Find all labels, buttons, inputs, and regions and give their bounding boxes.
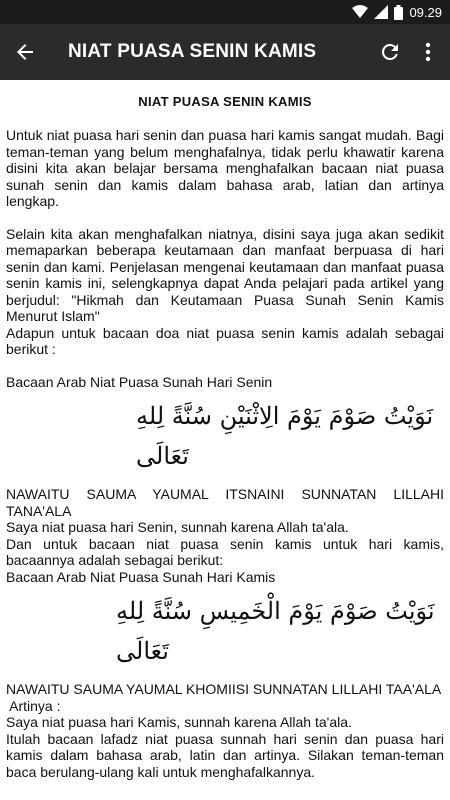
status-bar [0, 0, 450, 24]
kamis-intro: Dan untuk bacaan niat puasa senin kamis untuk hari kamis, bacaannya adalah sebagai berikut: [6, 535, 444, 568]
status-time: 09.29 [409, 4, 442, 20]
battery-icon [394, 5, 403, 20]
intro-paragraph: Untuk niat puasa hari senin dan puasa hari kamis sangat mudah. Bagi teman-teman yang belum menghafalnya, tidak perlu khawatir karena disini kita akan belajar bersama menghafalkan bacaan niat puasa sunah senin dan kamis dalam bahasa arab, latian dan artinya lengkap. [6, 127, 444, 209]
senin-latin: NAWAITU SAUMA YAUMAL ITSNAINI SUNNATAN LILLAHI TANA'ALA [6, 486, 444, 519]
app-title: NIAT PUASA SENIN KAMIS [68, 41, 317, 62]
refresh-icon[interactable] [378, 40, 402, 64]
more-vert-icon[interactable] [418, 40, 438, 64]
paragraph-doa-intro: Adapun untuk bacaan doa niat puasa senin kamis adalah sebagai berikut : [6, 324, 444, 357]
senin-meaning: Saya niat puasa hari Senin, sunnah karena Allah ta'ala. [6, 519, 349, 535]
article-title: NIAT PUASA SENIN KAMIS [138, 94, 312, 109]
kamis-meaning: Saya niat puasa hari Kamis, sunnah karena Allah ta'ala. [6, 714, 352, 730]
paragraph-benefits: Selain kita akan menghafalkan niatnya, disini saya juga akan sedikit memaparkan beberapa keutamaan dan manfaat berpuasa di hari senin dan kami. Penjelasan mengenai keutamaan dan manfaat puasa senin kamis ini, selengkapnya dapat Anda pelajari pada artikel yang berjudul: "Hikmah dan Keutamaan Puasa Sunah Senin Kamis Menurut Islam" [6, 225, 444, 324]
closing-paragraph: Itulah bacaan lafadz niat puasa sunnah hari senin dan puasa hari kamis dalam bahasa arab, latin dan artinya. Silakan teman-teman baca berulang-ulang kali untuk menghafalkannya. [6, 730, 444, 780]
signal-icon [374, 5, 388, 19]
kamis-latin: NAWAITU SAUMA YAUMAL KHOMIISI SUNNATAN LILLAHI TAA'ALA [6, 681, 442, 697]
kamis-heading: Bacaan Arab Niat Puasa Sunah Hari Kamis [6, 568, 276, 585]
back-arrow-icon[interactable] [12, 40, 38, 64]
app-bar [0, 24, 450, 80]
kamis-arabic-text: نَوَيْتُ صَوْمَ يَوْمَ الْخَمِيسِ سُنَّةً لِلهِ تَعَالَى [116, 597, 435, 665]
status-icons [352, 3, 442, 21]
senin-heading: Bacaan Arab Niat Puasa Sunah Hari Senin [6, 373, 273, 390]
artinya-label: Artinya : [6, 697, 61, 714]
article-content[interactable] [6, 80, 444, 800]
senin-arabic-text: نَوَيْتُ صَوْمَ يَوْمَ الِاثْنَيْنِ سُنَّةً لِلهِ تَعَالَى [136, 402, 434, 470]
wifi-icon [352, 5, 368, 19]
